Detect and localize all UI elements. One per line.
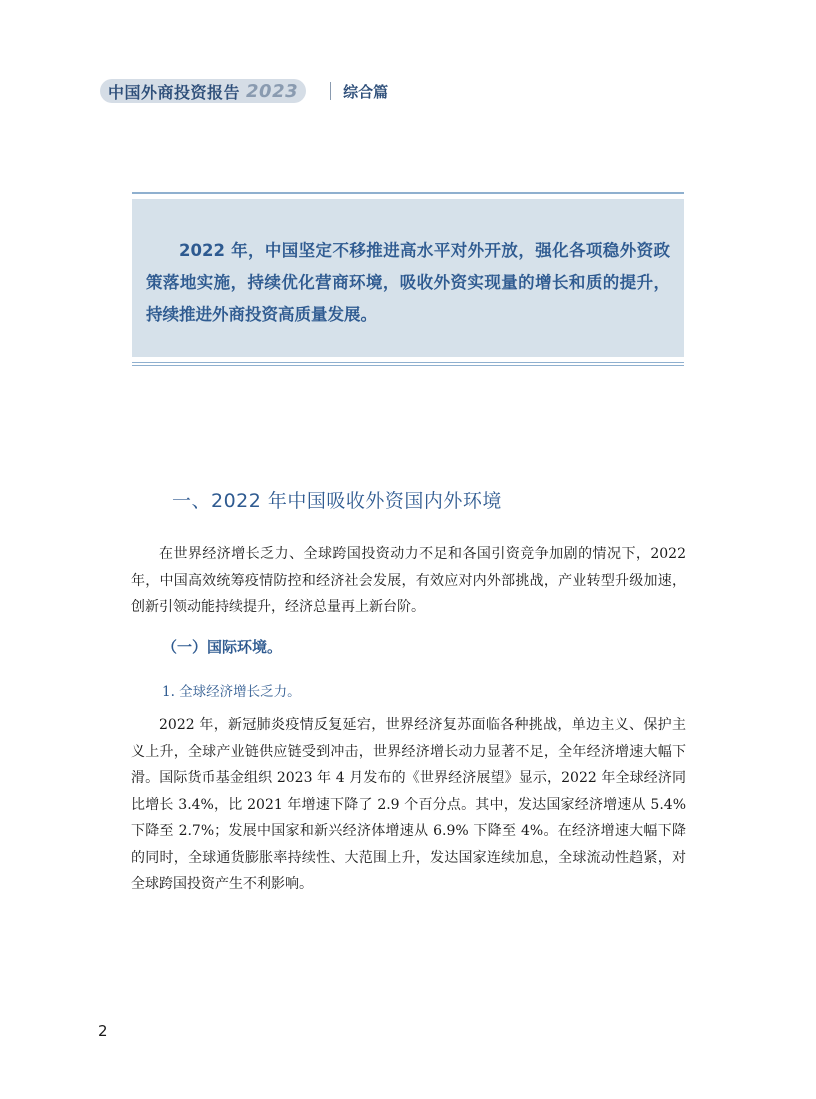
section-name: 综合篇 [343,82,389,101]
header-divider [330,82,331,100]
summary-text: 2022 年，中国坚定不移推进高水平对外开放，强化各项稳外资政策落地实施，持续优化营商环境，吸收外资实现量的增长和质的提升，持续推进外商投资高质量发展。 [132,199,684,357]
report-title-badge [100,79,306,103]
summary-bottom-rule-2 [132,365,684,366]
body-paragraph-2: 2022 年，新冠肺炎疫情反复延宕，世界经济复苏面临各种挑战，单边主义、保护主义上升，全球产业链供应链受到冲击，世界经济增长动力显著不足，全年经济增速大幅下滑。国际货币基金组织 2023 年 4 月发布的《世界经济展望》显示，2022 年全球经济同比增长 3.4%，比 2021 年增速下降了 2.9 个百分点。其中，发达国家经济增速从 5.4% 下降至 2.7%；发展中国家和新兴经济体增速从 6.9% 下降至 4%。在经济增速大幅下降的同时，全球通货膨胀率持续性、大范围上升，发达国家连续加息，全球流动性趋紧，对全球跨国投资产生不利影响。 [131,717,686,892]
summary-box [132,192,684,366]
running-header [100,78,388,104]
page-number: 2 [98,1022,108,1040]
sub-subsection-heading: 1. 全球经济增长乏力。 [162,684,301,700]
report-title: 中国外商投资报告 [108,82,241,102]
body-paragraph-1: 在世界经济增长乏力、全球跨国投资动力不足和各国引资竞争加剧的情况下，2022 年，中国高效统筹疫情防控和经济社会发展，有效应对内外部挑战，产业转型升级加速，创新引领动能持续提升，经济总量再上新台阶。 [131,546,686,615]
subsection-heading: （一）国际环境。 [162,638,283,656]
report-year: 2023 [246,80,299,102]
section-heading: 一、2022 年中国吸收外资国内外环境 [172,490,502,512]
summary-top-rule [132,192,684,194]
summary-bottom-rule [132,362,684,363]
